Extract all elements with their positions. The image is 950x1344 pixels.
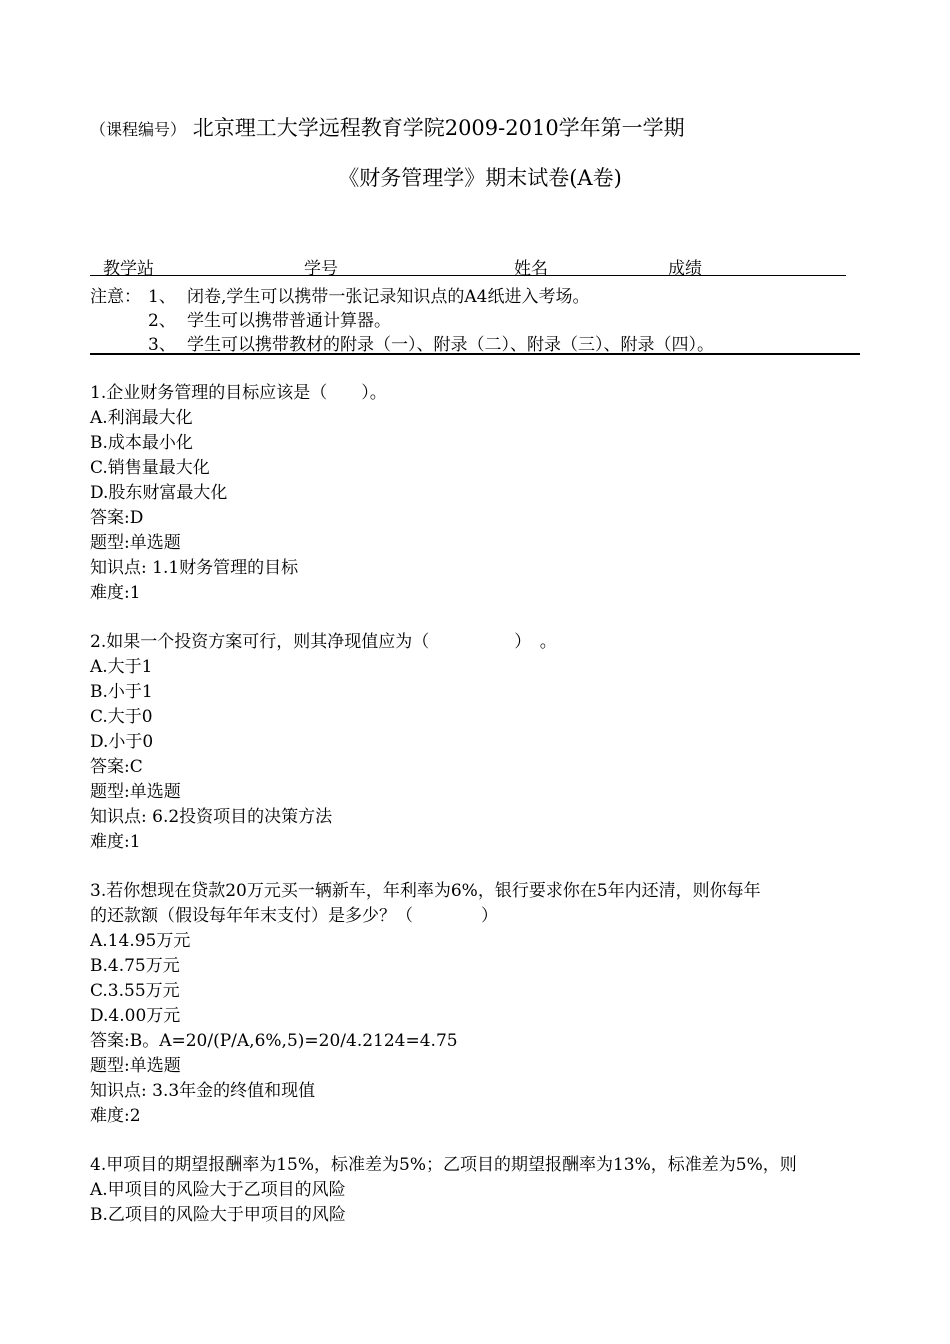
option-a: A.大于1 (90, 657, 153, 677)
score-label: 成绩 (668, 259, 702, 279)
note-1-num: 1、 (148, 287, 176, 307)
option-c: C.销售量最大化 (90, 458, 210, 478)
difficulty: 难度:1 (90, 832, 141, 852)
student-info-line (90, 254, 846, 279)
option-d: D.股东财富最大化 (90, 483, 228, 503)
question-type: 题型:单选题 (90, 782, 181, 802)
knowledge-point: 知识点: 6.2投资项目的决策方法 (90, 807, 333, 827)
question-4 (90, 1153, 870, 1228)
option-d: D.小于0 (90, 732, 154, 752)
option-b: B.成本最小化 (90, 433, 193, 453)
note-3-num: 3、 (148, 335, 176, 355)
option-a: A.利润最大化 (90, 408, 193, 428)
note-2-text: 学生可以携带普通计算器。 (187, 311, 391, 331)
student-id-label: 学号 (304, 259, 338, 279)
option-b: B.乙项目的风险大于甲项目的风险 (90, 1205, 346, 1225)
exam-subtitle: 《财务管理学》期末试卷(A卷) (338, 166, 622, 190)
question-stem: 2.如果一个投资方案可行，则其净现值应为（ ） 。 (90, 632, 557, 652)
note-2-num: 2、 (148, 311, 176, 331)
note-1-text: 闭卷,学生可以携带一张记录知识点的A4纸进入考场。 (187, 287, 590, 307)
difficulty: 难度:1 (90, 583, 141, 603)
option-d: D.4.00万元 (90, 1006, 181, 1026)
name-label: 姓名 (514, 259, 548, 279)
knowledge-point: 知识点: 3.3年金的终值和现值 (90, 1081, 316, 1101)
option-c: C.大于0 (90, 707, 153, 727)
station-label: 教学站 (103, 259, 154, 279)
difficulty: 难度:2 (90, 1106, 141, 1126)
divider-rule (90, 353, 860, 355)
question-3 (90, 879, 870, 1129)
question-1 (90, 381, 870, 606)
option-c: C.3.55万元 (90, 981, 180, 1001)
option-a: A.14.95万元 (90, 931, 191, 951)
question-stem-line2: 的还款额（假设每年年末支付）是多少？（ ） (90, 906, 498, 926)
exam-title: 北京理工大学远程教育学院2009-2010学年第一学期 (192, 116, 685, 140)
answer: 答案:B。A=20/(P/A,6%,5)=20/4.2124=4.75 (90, 1031, 458, 1051)
knowledge-point: 知识点: 1.1财务管理的目标 (90, 558, 299, 578)
question-stem-line1: 3.若你想现在贷款20万元买一辆新车，年利率为6%，银行要求你在5年内还清，则你每年 (90, 881, 761, 901)
option-b: B.4.75万元 (90, 956, 180, 976)
question-type: 题型:单选题 (90, 533, 181, 553)
course-code: （课程编号） (90, 120, 187, 139)
answer: 答案:D (90, 508, 144, 528)
option-a: A.甲项目的风险大于乙项目的风险 (90, 1180, 346, 1200)
question-2 (90, 630, 870, 855)
option-b: B.小于1 (90, 682, 153, 702)
note-3-text: 学生可以携带教材的附录（一）、附录（二）、附录（三）、附录（四）。 (187, 335, 714, 355)
exam-title-line1 (90, 112, 685, 142)
notes-prefix: 注意： (90, 287, 141, 307)
answer: 答案:C (90, 757, 143, 777)
question-stem: 4.甲项目的期望报酬率为15%，标准差为5%；乙项目的期望报酬率为13%，标准差为5%，则 (90, 1155, 797, 1175)
question-stem: 1.企业财务管理的目标应该是（ ）。 (90, 383, 387, 403)
question-type: 题型:单选题 (90, 1056, 181, 1076)
